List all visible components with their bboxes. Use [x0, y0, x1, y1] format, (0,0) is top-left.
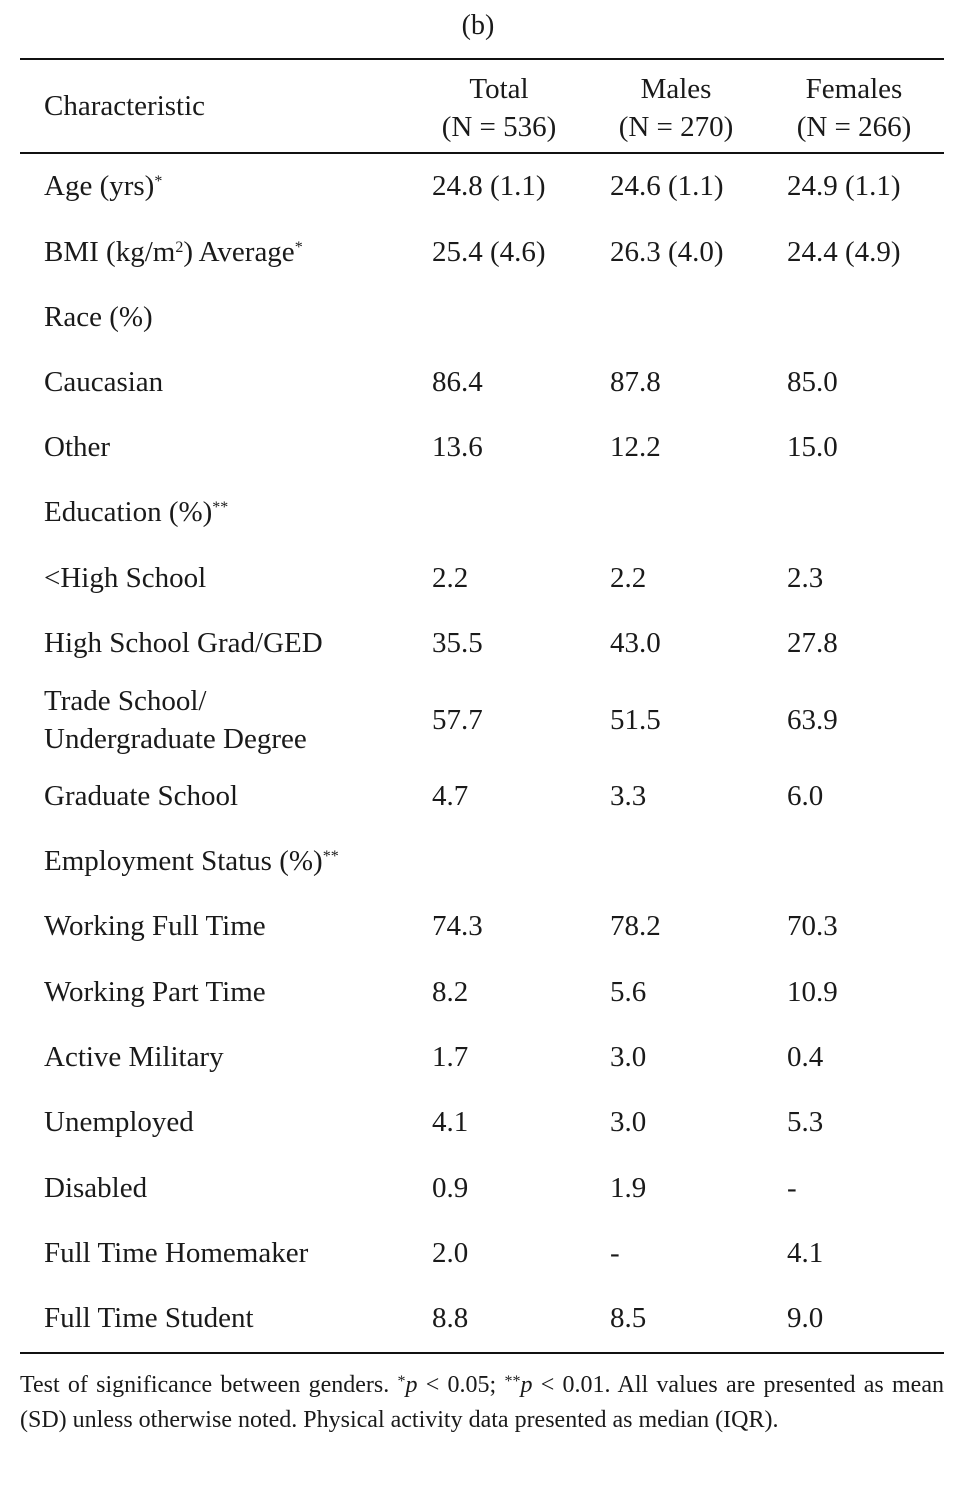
row-label: Race (%) — [44, 301, 153, 333]
cell-males: 3.0 — [610, 1041, 647, 1073]
row-label: High School Grad/GED — [44, 627, 323, 659]
row-label: Active Military — [44, 1041, 224, 1073]
cell-total: 74.3 — [432, 910, 483, 942]
cell-total: 1.7 — [432, 1041, 469, 1073]
header-characteristic: Characteristic — [44, 90, 206, 122]
cell-males: 26.3 (4.0) — [610, 236, 724, 268]
cell-females: 24.4 (4.9) — [787, 236, 901, 268]
cell-total: 25.4 (4.6) — [432, 236, 546, 268]
row-label: BMI $(kg/m^2)$ Average* — [44, 236, 303, 268]
cell-total: 2.0 — [432, 1237, 469, 1269]
cell-females: 10.9 — [787, 976, 838, 1008]
cell-males: 8.5 — [610, 1302, 647, 1334]
cell-males: 78.2 — [610, 910, 661, 942]
cell-males: 5.6 — [610, 976, 647, 1008]
row-label: Unemployed — [44, 1106, 194, 1138]
row-label: Disabled — [44, 1172, 148, 1204]
header-males-n: (N = 270) — [618, 111, 734, 143]
row-label: Other — [44, 431, 111, 463]
cell-females: - — [787, 1172, 797, 1204]
row-label: Education (%)** — [44, 496, 229, 528]
cell-males: 43.0 — [610, 627, 661, 659]
row-label: Age (yrs)* — [44, 170, 163, 202]
cell-females: 24.9 (1.1) — [787, 170, 901, 202]
row-label: Full Time Student — [44, 1302, 254, 1334]
cell-males: 24.6 (1.1) — [610, 170, 724, 202]
cell-total: 86.4 — [432, 366, 483, 398]
cell-total: 0.9 — [432, 1172, 469, 1204]
row-label: Working Full Time — [44, 910, 266, 942]
row-label: Caucasian — [44, 366, 164, 398]
cell-females: 2.3 — [787, 562, 824, 594]
cell-males: 2.2 — [610, 562, 647, 594]
cell-males: 3.0 — [610, 1106, 647, 1138]
cell-males: 12.2 — [610, 431, 661, 463]
header-females — [754, 70, 954, 146]
header-total-name: Total — [469, 73, 529, 105]
cell-males: 3.3 — [610, 780, 647, 812]
header-males-name: Males — [640, 73, 712, 105]
cell-total: 8.2 — [432, 976, 469, 1008]
row-label: Employment Status (%)** — [44, 845, 339, 877]
bottom-rule — [20, 1352, 944, 1354]
row-label: Full Time Homemaker — [44, 1237, 309, 1269]
cell-females: 6.0 — [787, 780, 824, 812]
top-rule — [20, 58, 944, 60]
cell-females: 85.0 — [787, 366, 838, 398]
cell-males: 51.5 — [610, 704, 661, 736]
cell-females: 27.8 — [787, 627, 838, 659]
cell-females: 15.0 — [787, 431, 838, 463]
cell-males: - — [610, 1237, 620, 1269]
cell-females: 70.3 — [787, 910, 838, 942]
cell-total: 35.5 — [432, 627, 483, 659]
cell-males: 87.8 — [610, 366, 661, 398]
cell-total: 4.1 — [432, 1106, 469, 1138]
table-footnote: Test of significance between genders. *p < 0.05; **p < 0.01. All values are presented as mean (SD) unless otherwise noted. Physical activity data presented as median (IQR). — [20, 1372, 944, 1433]
row-label: <High School — [44, 562, 207, 594]
cell-total: 8.8 — [432, 1302, 469, 1334]
row-label: Working Part Time — [44, 976, 266, 1008]
cell-females: 0.4 — [787, 1041, 824, 1073]
header-females-n: (N = 266) — [796, 111, 912, 143]
header-total-n: (N = 536) — [441, 111, 557, 143]
cell-total: 24.8 (1.1) — [432, 170, 546, 202]
header-males — [576, 70, 776, 146]
cell-males: 1.9 — [610, 1172, 647, 1204]
header-females-name: Females — [805, 73, 903, 105]
cell-total: 57.7 — [432, 704, 483, 736]
row-label: Graduate School — [44, 780, 239, 812]
header-total — [399, 70, 599, 146]
cell-females: 5.3 — [787, 1106, 824, 1138]
cell-females: 9.0 — [787, 1302, 824, 1334]
header-rule — [20, 152, 944, 154]
cell-females: 4.1 — [787, 1237, 824, 1269]
cell-total: 4.7 — [432, 780, 469, 812]
cell-total: 13.6 — [432, 431, 483, 463]
table-caption: (b) — [461, 10, 495, 41]
row-label: Trade School/ Undergraduate Degree — [44, 685, 307, 755]
cell-females: 63.9 — [787, 704, 838, 736]
cell-total: 2.2 — [432, 562, 469, 594]
